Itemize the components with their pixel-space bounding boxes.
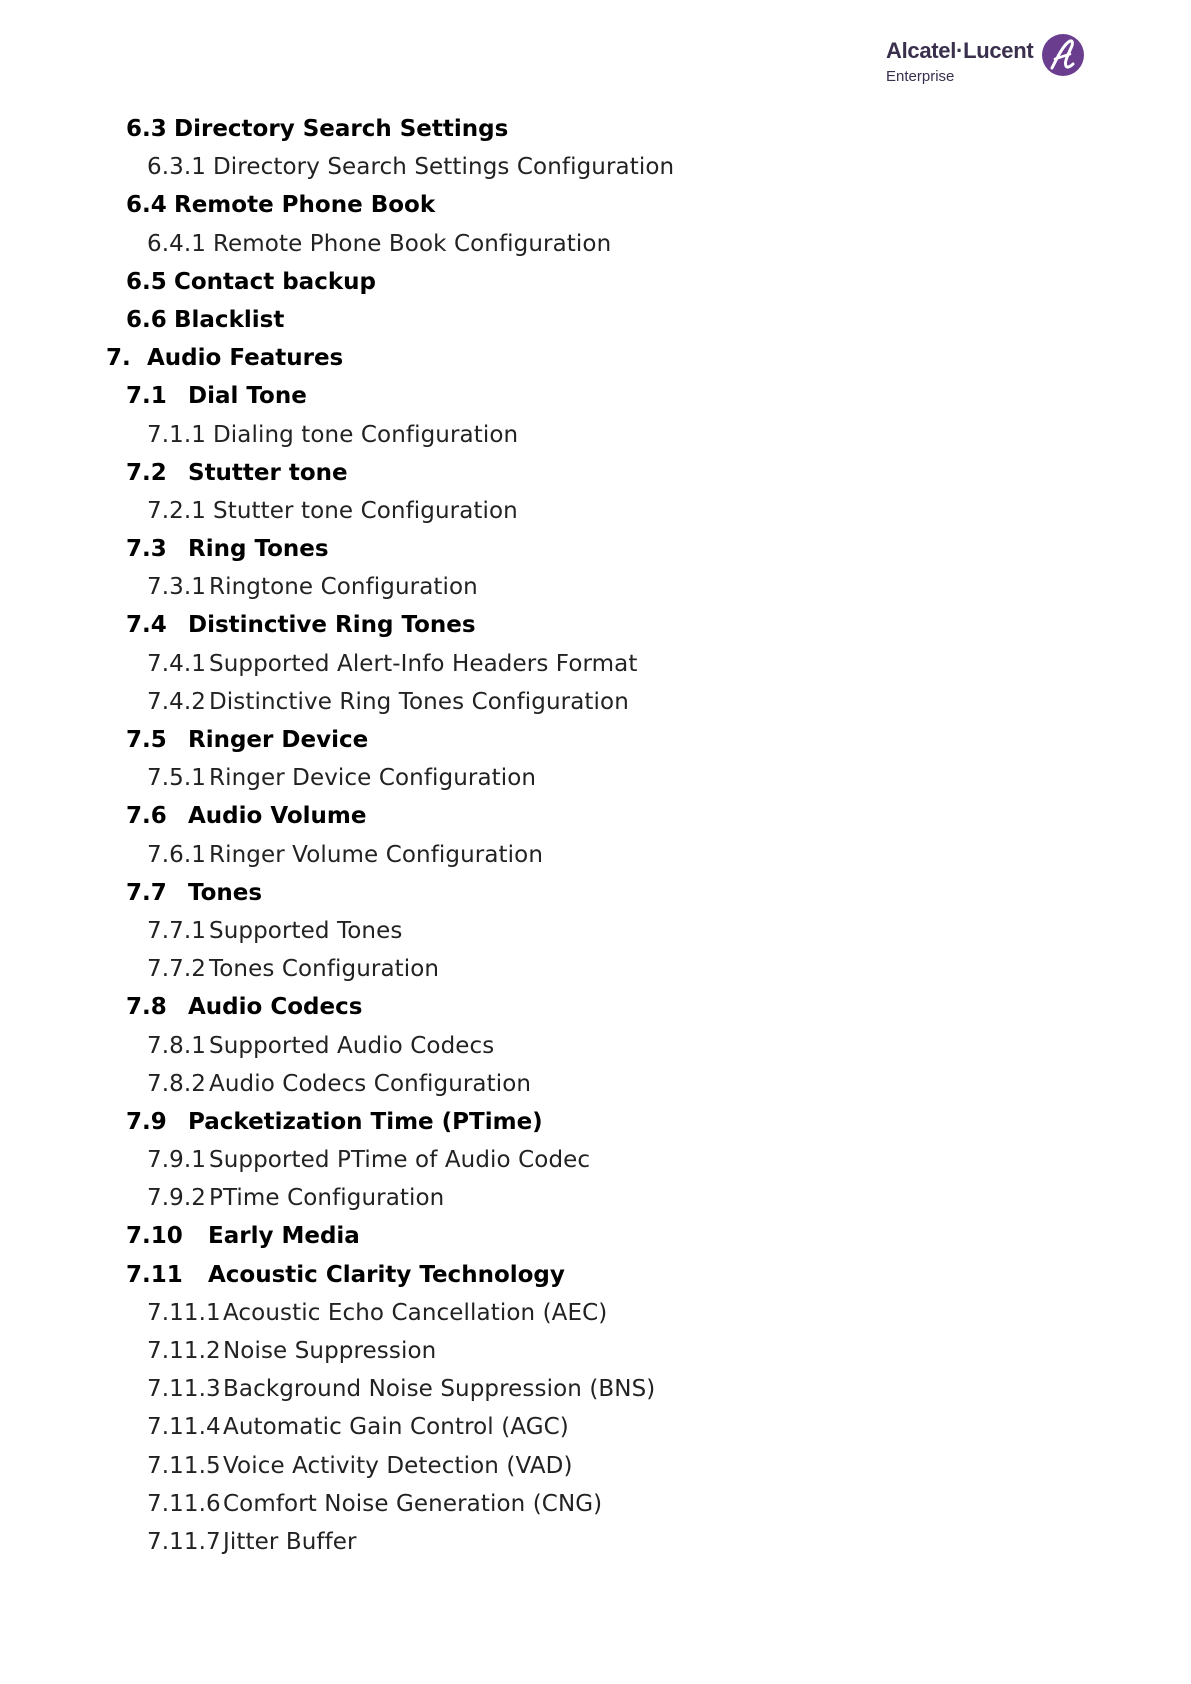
toc-entry-number: 6.5 <box>126 268 167 295</box>
toc-entry-number: 7.11.3 <box>147 1376 221 1403</box>
toc-entry[interactable] <box>0 1027 1191 1065</box>
toc-entry[interactable] <box>0 1370 1191 1408</box>
toc-entry[interactable] <box>0 492 1191 530</box>
toc-entry-number: 7.11.6 <box>147 1490 221 1517</box>
toc-entry-title: Audio Codecs <box>188 994 363 1021</box>
toc-entry-title: Supported Tones <box>209 917 403 944</box>
toc-entry[interactable] <box>0 568 1191 606</box>
toc-entry[interactable] <box>0 148 1191 186</box>
toc-entry-number: 6.4.1 <box>147 230 207 257</box>
toc-entry-number: 6.3.1 <box>147 154 207 181</box>
toc-entry-number: 7.9.1 <box>147 1147 207 1174</box>
toc-entry-title: Stutter tone <box>188 459 348 486</box>
toc-entry-title: Supported PTime of Audio Codec <box>209 1147 591 1174</box>
toc-entry-title: Acoustic Clarity Technology <box>208 1261 565 1288</box>
toc-entry-number: 7.9.2 <box>147 1185 207 1212</box>
toc-entry[interactable] <box>0 836 1191 874</box>
toc-entry[interactable] <box>0 225 1191 263</box>
toc-entry-number: 7.4.2 <box>147 688 207 715</box>
toc-entry[interactable] <box>0 1256 1191 1294</box>
toc-entry-number: 6.3 <box>126 116 167 142</box>
toc-entry-title: Supported Audio Codecs <box>209 1032 495 1059</box>
toc-entry-number: 7.3 <box>126 536 167 563</box>
toc-entry-title: Noise Suppression <box>223 1338 437 1364</box>
toc-entry-title: Supported Alert-Info Headers Format <box>209 650 638 677</box>
toc-entry-number: 7.6 <box>126 803 167 830</box>
toc-entry[interactable] <box>0 1408 1191 1446</box>
toc-entry-title: Acoustic Echo Cancellation (AEC) <box>223 1299 608 1326</box>
toc-entry-number: 7.11.2 <box>147 1338 221 1364</box>
toc-entry-title: Contact backup <box>174 268 376 295</box>
toc-entry-number: 7.10 <box>126 1223 183 1250</box>
toc-entry-title: Dial Tone <box>188 383 307 410</box>
toc-entry-title: Ringer Volume Configuration <box>209 841 543 868</box>
toc-entry[interactable] <box>0 110 1191 148</box>
toc-entry[interactable] <box>0 186 1191 224</box>
toc-entry-number: 7.8.2 <box>147 1070 207 1097</box>
toc-entry-title: Jitter Buffer <box>223 1528 357 1555</box>
toc-entry-number: 7.1 <box>126 383 167 410</box>
toc-entry-title: Stutter tone Configuration <box>213 497 518 524</box>
toc-entry-number: 7.1.1 <box>147 421 207 448</box>
toc-entry[interactable] <box>0 1179 1191 1217</box>
toc-entry[interactable] <box>0 874 1191 912</box>
toc-entry-title: Audio Features <box>147 345 344 372</box>
company-logo <box>886 32 1086 92</box>
toc-entry-number: 7.2.1 <box>147 497 207 524</box>
toc-entry[interactable] <box>0 645 1191 683</box>
toc-entry-title: Tones <box>188 879 263 906</box>
toc-entry-title: Background Noise Suppression (BNS) <box>223 1376 656 1403</box>
toc-entry-number: 7.8.1 <box>147 1032 207 1059</box>
toc-entry[interactable] <box>0 1485 1191 1523</box>
toc-entry-title: Dialing tone Configuration <box>213 421 519 448</box>
toc-entry-number: 7.11.1 <box>147 1299 221 1326</box>
toc-entry-number: 7.11.4 <box>147 1414 221 1441</box>
toc-entry[interactable] <box>0 1447 1191 1485</box>
toc-entry[interactable] <box>0 912 1191 950</box>
toc-entry-title: Audio Volume <box>188 803 367 830</box>
toc-entry-title: Tones Configuration <box>209 956 440 983</box>
toc-entry[interactable] <box>0 454 1191 492</box>
toc-entry-number: 7.2 <box>126 459 167 486</box>
toc-entry-title: Remote Phone Book Configuration <box>213 230 612 257</box>
toc-entry[interactable] <box>0 988 1191 1026</box>
toc-entry-title: Directory Search Settings <box>174 116 509 142</box>
toc-entry-title: Distinctive Ring Tones <box>188 612 476 639</box>
alcatel-lucent-a-logo-icon <box>1040 32 1086 78</box>
toc-entry-number: 7.8 <box>126 994 167 1021</box>
toc-entry-title: Ringer Device Configuration <box>209 765 537 792</box>
toc-entry-title: Ringer Device <box>188 727 369 753</box>
toc-entry-number: 7.7.2 <box>147 956 207 983</box>
logo-brand-text: Alcatel·Lucent <box>886 38 1034 63</box>
toc-entry-number: 6.4 <box>126 192 167 219</box>
toc-entry-number: 7.11 <box>126 1261 183 1288</box>
logo-subtitle: Enterprise <box>886 68 955 85</box>
toc-entry[interactable] <box>0 377 1191 415</box>
toc-entry-number: 7. <box>106 345 131 372</box>
toc-entry-title: Blacklist <box>174 306 285 333</box>
toc-entry-title: Voice Activity Detection (VAD) <box>223 1452 573 1479</box>
toc-entry-number: 7.11.5 <box>147 1452 221 1479</box>
toc-entry-title: Ring Tones <box>188 536 329 563</box>
toc-entry[interactable] <box>0 950 1191 988</box>
toc-entry-number: 7.3.1 <box>147 574 207 601</box>
toc-entry-title: Ringtone Configuration <box>209 574 478 601</box>
toc-entry[interactable] <box>0 759 1191 797</box>
toc-entry[interactable] <box>0 1217 1191 1255</box>
toc-entry-number: 7.7.1 <box>147 917 207 944</box>
toc-entry-number: 7.4 <box>126 612 167 639</box>
toc-entry-title: Directory Search Settings Configuration <box>213 154 675 181</box>
toc-entry-title: Packetization Time (PTime) <box>188 1108 543 1135</box>
toc-entry[interactable] <box>0 721 1191 759</box>
toc-entry-title: Distinctive Ring Tones Configuration <box>209 688 629 715</box>
toc-entry[interactable] <box>0 416 1191 454</box>
toc-entry[interactable] <box>0 797 1191 835</box>
toc-entry-number: 7.4.1 <box>147 650 207 677</box>
toc-entry-number: 7.7 <box>126 879 167 906</box>
toc-entry[interactable] <box>0 1332 1191 1370</box>
toc-entry[interactable] <box>0 606 1191 644</box>
toc-entry-title: Automatic Gain Control (AGC) <box>223 1414 569 1441</box>
toc-entry[interactable] <box>0 1065 1191 1103</box>
toc-entry-number: 6.6 <box>126 306 167 333</box>
toc-entry-number: 7.5 <box>126 727 167 753</box>
toc-entry[interactable] <box>0 1103 1191 1141</box>
toc-entry[interactable] <box>0 1141 1191 1179</box>
toc-entry-title: Comfort Noise Generation (CNG) <box>223 1490 603 1517</box>
toc-entry-title: Remote Phone Book <box>174 192 436 219</box>
toc-entry[interactable] <box>0 530 1191 568</box>
toc-entry[interactable] <box>0 339 1191 377</box>
toc-entry-number: 7.11.7 <box>147 1528 221 1555</box>
toc-entry-title: Early Media <box>208 1223 360 1250</box>
toc-entry-number: 7.9 <box>126 1108 167 1135</box>
toc-entry-title: PTime Configuration <box>209 1185 445 1212</box>
toc-entry[interactable] <box>0 1523 1191 1561</box>
toc-entry[interactable] <box>0 683 1191 721</box>
toc-entry-number: 7.6.1 <box>147 841 207 868</box>
table-of-contents <box>0 110 1191 1561</box>
toc-entry[interactable] <box>0 301 1191 339</box>
toc-entry-number: 7.5.1 <box>147 765 207 792</box>
toc-entry[interactable] <box>0 263 1191 301</box>
toc-entry-title: Audio Codecs Configuration <box>209 1070 532 1097</box>
toc-entry[interactable] <box>0 1294 1191 1332</box>
